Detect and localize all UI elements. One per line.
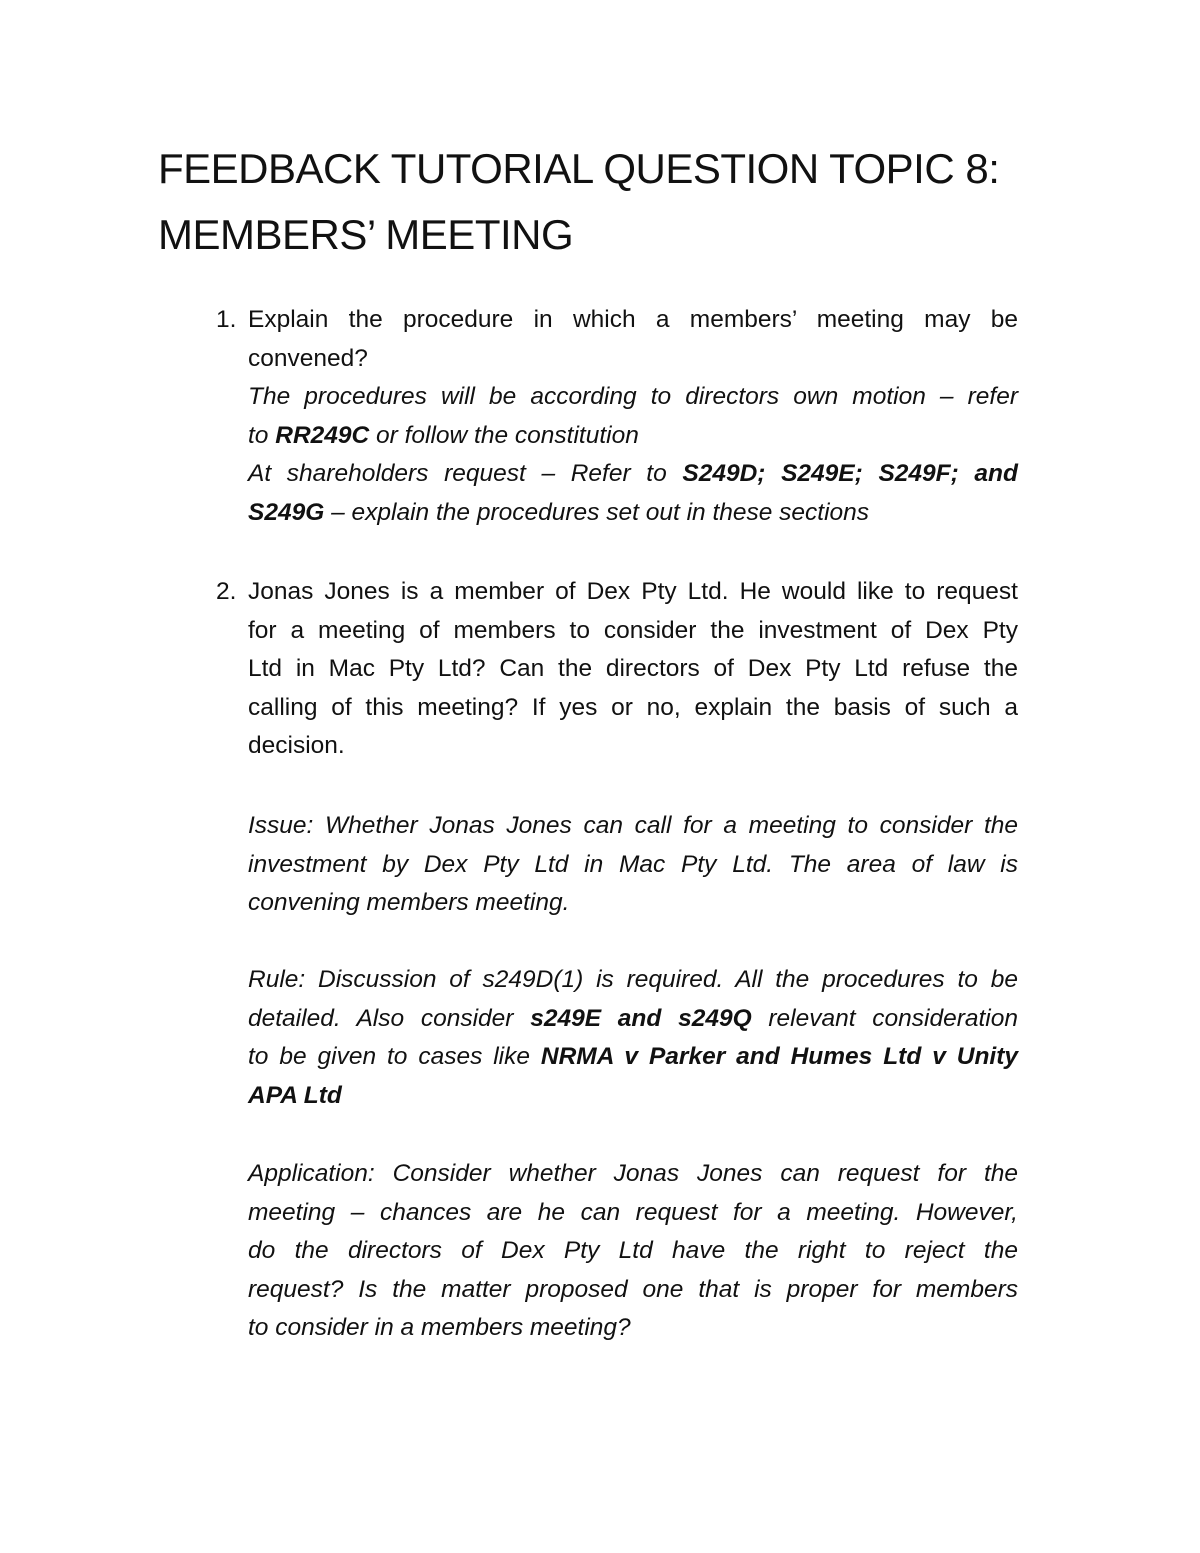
answer-1-section-refs: S249D; S249E; S249F; and	[682, 460, 1018, 487]
title-line-1: FEEDBACK TUTORIAL QUESTION TOPIC 8:	[158, 145, 1000, 192]
rule-text: detailed. Also consider	[248, 1004, 531, 1032]
answer-1-line-2	[248, 417, 1018, 456]
question-2-line: decision.	[248, 732, 345, 759]
question-1	[216, 301, 1018, 532]
answer-1-text: – explain the procedures set out in these sections	[324, 498, 870, 526]
rule-case-names: NRMA v Parker and Humes Ltd v Unity	[540, 1043, 1019, 1070]
rule-section-refs: s249E and s249Q	[530, 1004, 752, 1032]
application-line: do the directors of Dex Pty Ltd have the right to reject the	[248, 1237, 1018, 1264]
application-line: request? Is the matter proposed one that is proper for members	[248, 1275, 1018, 1303]
application-line: to consider in a members meeting?	[248, 1314, 631, 1341]
rule-line-4	[248, 1077, 1018, 1116]
answer-1-line-3	[248, 455, 1018, 494]
question-2-line: for a meeting of members to consider the investment of Dex Pty	[248, 616, 1018, 644]
rule-line-2	[248, 1000, 1018, 1039]
application-line: Application: Consider whether Jonas Jones can request for the	[248, 1160, 1018, 1187]
question-1-number: 1.	[216, 306, 237, 333]
question-2-line: calling of this meeting? If yes or no, explain the basis of such a	[248, 693, 1018, 721]
rule-line-3	[248, 1038, 1018, 1077]
rule-paragraph	[248, 961, 1018, 1115]
rule-text: to be given to cases like	[248, 1043, 541, 1070]
title-line-2: MEMBERS’ MEETING	[158, 211, 574, 258]
answer-1-section-ref: S249G	[248, 498, 325, 526]
question-1-text-line-2: convened?	[248, 344, 368, 372]
answer-1-text: At shareholders request – Refer to	[248, 460, 683, 487]
answer-1-text: to	[248, 421, 276, 449]
question-1-text-line-1: Explain the procedure in which a members’ meeting may be	[248, 306, 1018, 333]
page-title	[158, 136, 1058, 268]
application-paragraph	[248, 1155, 1018, 1348]
issue-line: Issue: Whether Jonas Jones can call for a meeting to consider the	[248, 812, 1018, 839]
answer-1-line-4	[248, 494, 1018, 533]
rule-text: relevant consideration	[751, 1004, 1019, 1032]
answer-1-section-ref: RR249C	[275, 421, 370, 449]
issue-line: convening members meeting.	[248, 889, 570, 916]
answer-1-text: or follow the constitution	[369, 421, 639, 449]
issue-line: investment by Dex Pty Ltd in Mac Pty Ltd. The area of law is	[248, 850, 1018, 878]
rule-line-1: Rule: Discussion of s249D(1) is required. All the procedures to be	[248, 966, 1018, 993]
question-2-line: Jonas Jones is a member of Dex Pty Ltd. He would like to request	[248, 578, 1018, 605]
answer-1-line-1: The procedures will be according to directors own motion – refer	[248, 383, 1018, 410]
question-2-number: 2.	[216, 578, 237, 605]
application-line: meeting – chances are he can request for a meeting. However,	[248, 1198, 1018, 1226]
rule-case-names: APA Ltd	[248, 1081, 342, 1109]
issue-paragraph	[248, 807, 1018, 923]
question-2	[216, 573, 1018, 766]
question-2-line: Ltd in Mac Pty Ltd? Can the directors of Dex Pty Ltd refuse the	[248, 655, 1018, 682]
